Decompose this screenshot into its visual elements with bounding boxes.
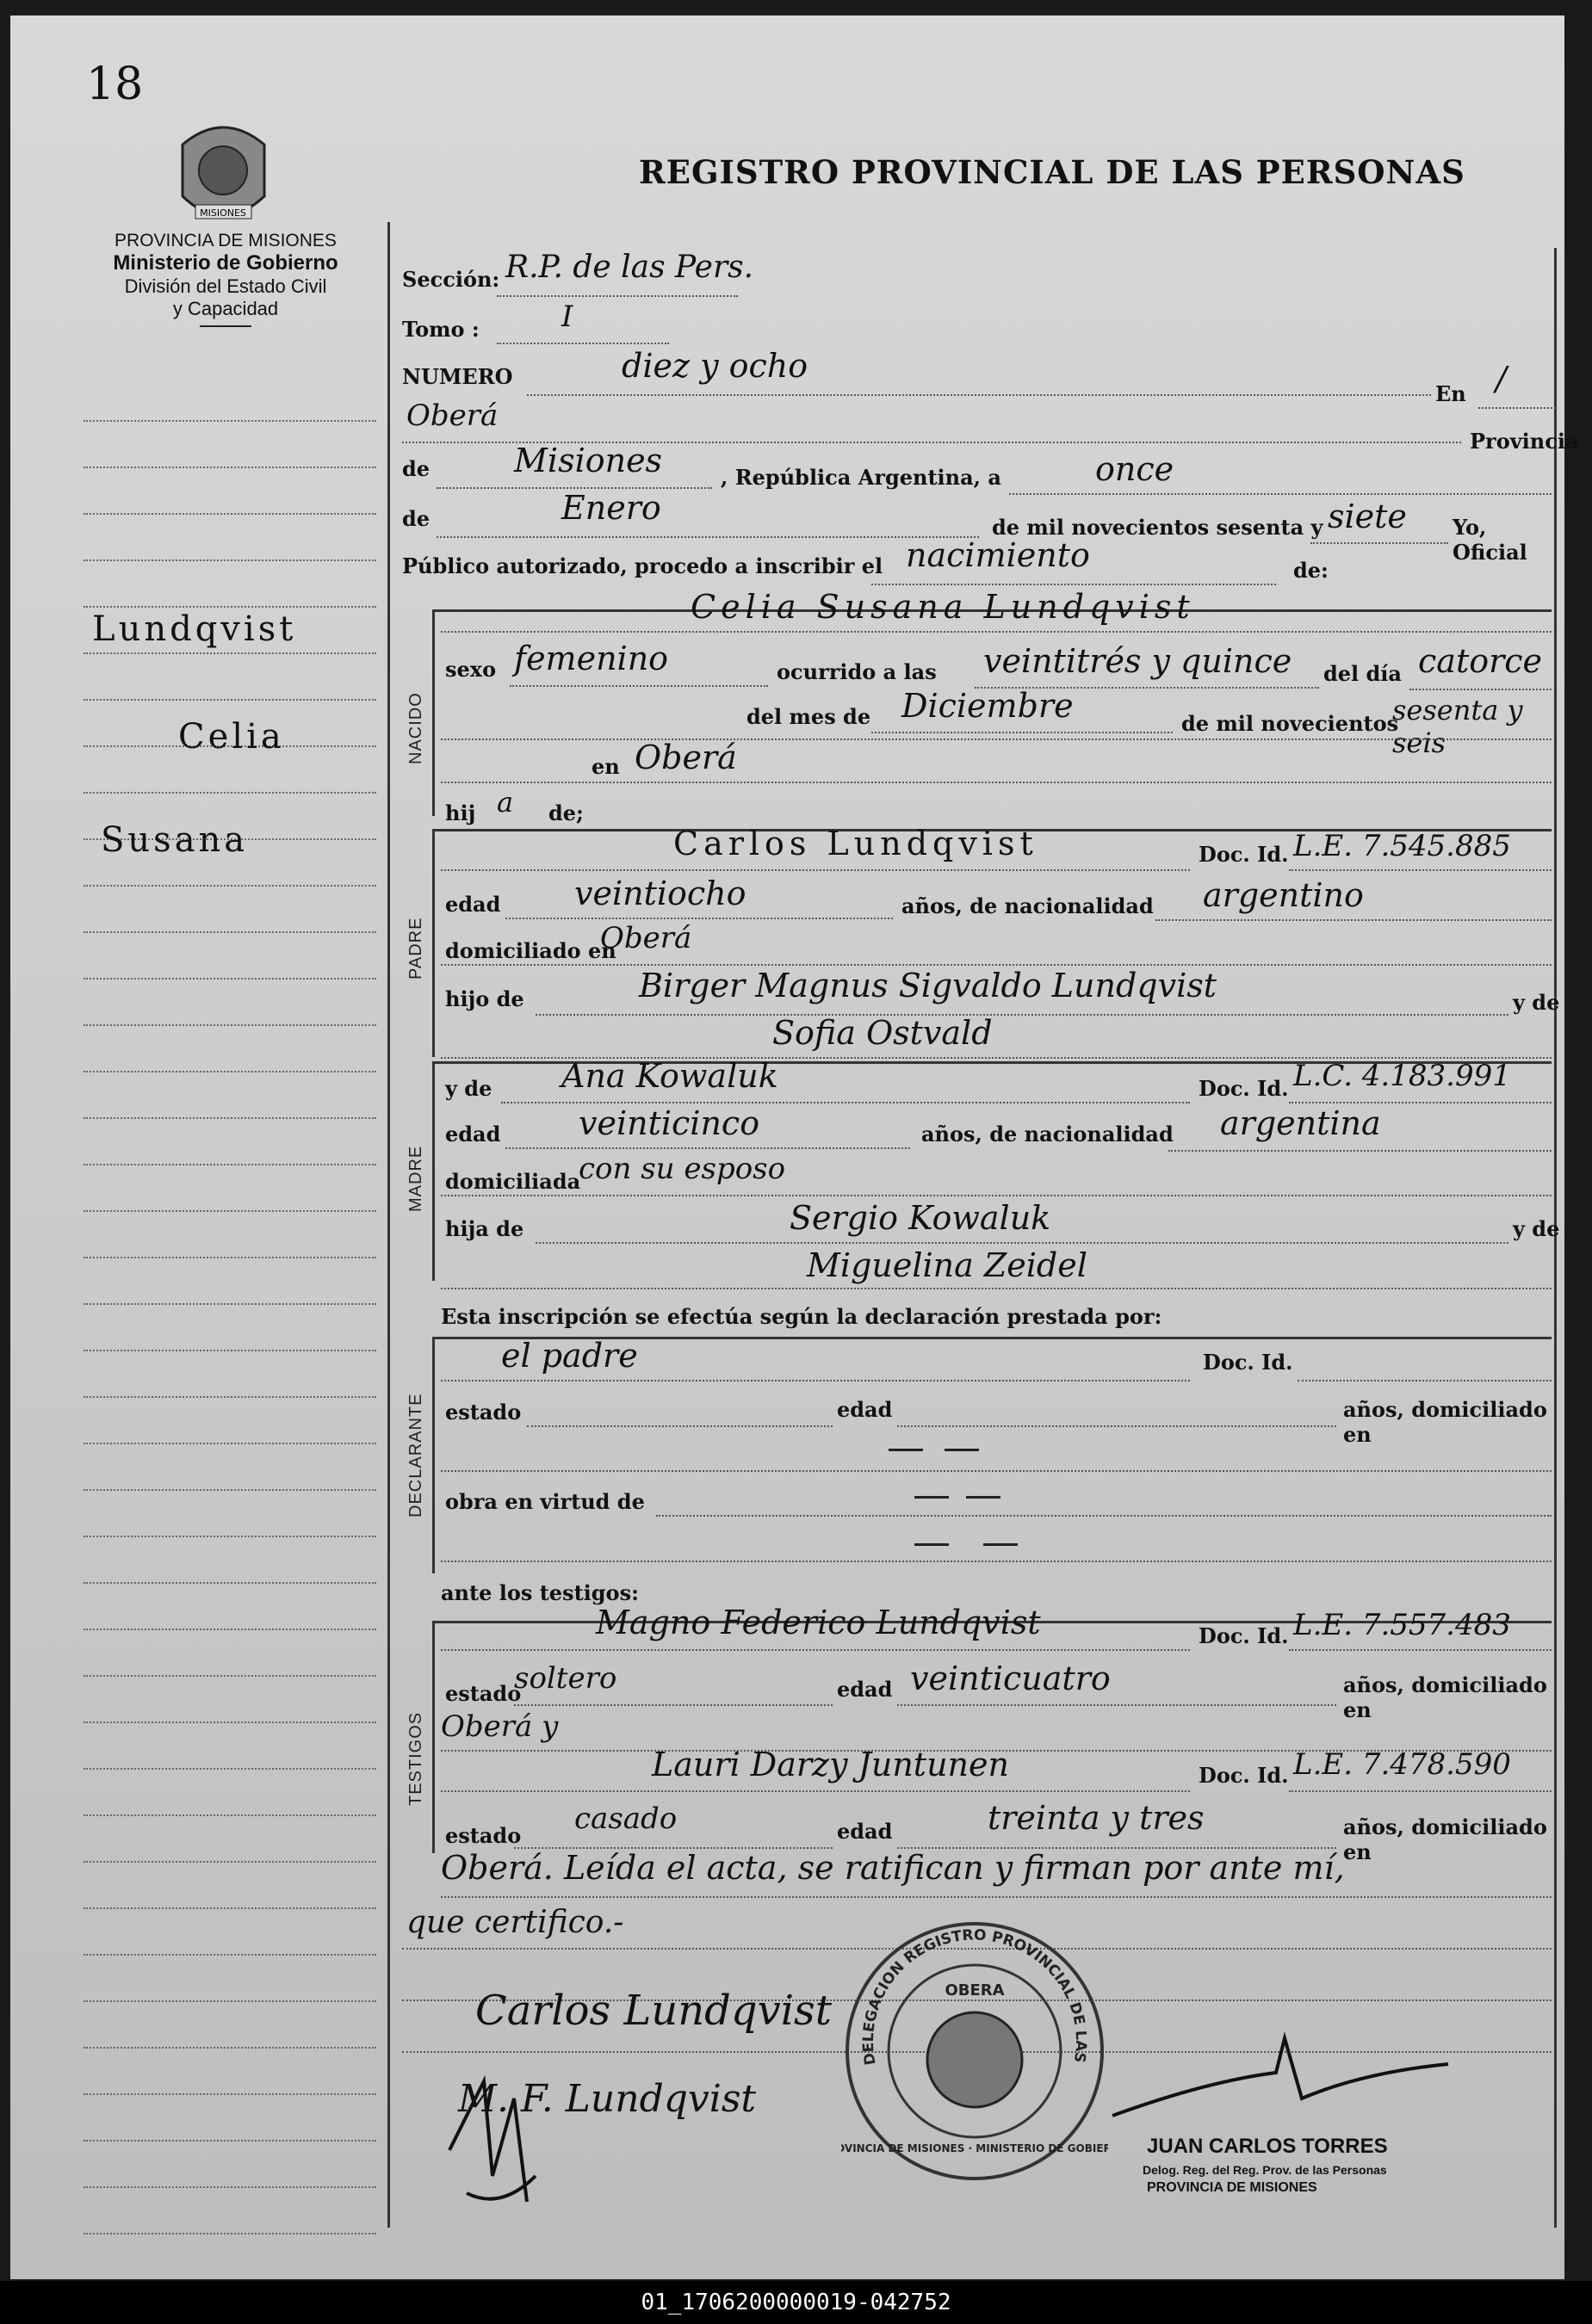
provincial-seal [174,110,273,235]
testigo1-doc: L.E. 7.557.483 [1293,1608,1511,1642]
hijo-value: a [497,786,514,819]
madre-nac: argentina [1220,1104,1381,1142]
header-line3: División del Estado Civil [124,275,327,297]
del-mes-label: del mes de [746,704,871,729]
madre-doc-label: Doc. Id. [1199,1076,1289,1101]
padre-madre: Sofia Ostvald [772,1014,993,1052]
seccion-label: Sección: [402,267,500,292]
testigo2-doc-label: Doc. Id. [1199,1763,1289,1788]
margin-rule [84,467,376,468]
de-label: de [402,456,431,481]
anio-nac-value: sesenta y seis [1392,694,1523,759]
label-testigos: TESTIGOS [406,1711,425,1806]
margin-rule [84,792,376,794]
margin-rule [84,2093,376,2095]
margin-rule [84,1210,376,1212]
margin-rule [84,606,376,608]
madre-nombre: Ana Kowaluk [561,1057,778,1095]
testigo1-estado: soltero [514,1661,617,1696]
document-page [10,15,1579,2279]
margin-rule [84,1675,376,1677]
margin-rule [84,1257,376,1258]
mes-value: Enero [561,489,661,527]
margin-rule [84,1721,376,1723]
margin-rule [84,559,376,561]
madre-nac-label: años, de nacionalidad [921,1122,1174,1147]
margin-rule [84,652,376,654]
padre-y-de-label: y de [1513,990,1560,1015]
label-declarante: DECLARANTE [406,1393,425,1517]
hora-value: veintitrés y quince [983,642,1292,680]
testigo2-edad-label: edad [837,1819,893,1844]
declarante-doc-label: Doc. Id. [1203,1350,1293,1375]
en2-label: en [592,754,620,779]
padre-nac-label: años, de nacionalidad [901,893,1154,918]
margin-rule [84,1489,376,1491]
page-number: 18 [86,59,144,110]
en-label: En [1435,381,1466,406]
testigo2-doc: L.E. 7.478.590 [1293,1747,1511,1782]
padre-doc: L.E. 7.545.885 [1293,829,1511,863]
margin-name2: Susana [101,820,249,860]
label-nacido: NACIDO [406,692,425,764]
declaracion-label: Esta inscripción se efectúa según la declaración prestada por: [441,1304,1162,1329]
seal-text: MISIONES [200,207,246,219]
madre-yde-label: y de [445,1076,492,1101]
margin-rule [84,2140,376,2142]
margin-rule [84,420,376,422]
lugar-nac-value: Oberá [635,739,737,776]
testigo1-nombre: Magno Federico Lundqvist [596,1604,1041,1641]
testigo1-edad: veinticuatro [910,1660,1111,1697]
hijo-label: hij [445,800,476,825]
margin-name1: Celia [178,717,285,757]
madre-dom-label: domiciliada [445,1169,581,1194]
stamp-outer-text: DELEGACION REGISTRO PROVINCIAL DE LAS [859,1926,1090,2067]
obra-label: obra en virtud de [445,1489,645,1514]
padre-nac: argentino [1203,876,1364,914]
padre-dom: Oberá [600,921,692,955]
padre-doc-label: Doc. Id. [1199,842,1289,867]
acto-value: nacimiento [906,536,1090,574]
padre-hijo-de-label: hijo de [445,986,524,1011]
declarante-anios-label: años, domiciliado en [1343,1397,1547,1447]
stamp-inner-text: OBERA [945,1981,1005,2000]
officer-place: PROVINCIA DE MISIONES [1147,2180,1317,2195]
testigo2-nombre: Lauri Darzy Juntunen [652,1746,1009,1783]
margin-rule [84,885,376,887]
testigo1-estado-label: estado [445,1681,522,1706]
declarante-value: el padre [501,1337,638,1375]
padre-edad-label: edad [445,892,501,917]
margin-rule [84,1164,376,1165]
madre-edad: veinticinco [579,1104,760,1142]
tomo-value: I [561,300,573,334]
testigo1-edad-label: edad [837,1677,893,1702]
de3-label: de; [548,800,584,825]
testigo2-anios-label: años, domiciliado en [1343,1814,1547,1864]
padre-nombre: Carlos Lundqvist [673,825,1038,862]
localidad-value: Oberá [406,399,499,433]
testigo2-estado-label: estado [445,1823,522,1848]
label-padre: PADRE [406,917,425,980]
tomo-label: Tomo : [402,317,480,342]
mes-nac-value: Diciembre [901,687,1074,725]
margin-rule [84,931,376,933]
margin-rule [84,1303,376,1305]
publico-label: Público autorizado, procedo a inscribir el [402,553,883,578]
official-stamp [841,1918,1108,2185]
margin-rule [84,1768,376,1770]
margin-rule [84,1861,376,1863]
margin-rule [84,2047,376,2049]
margin-rule [84,1396,376,1398]
testigo2-edad: treinta y tres [988,1799,1205,1837]
dia-nac-value: catorce [1418,642,1543,680]
firma-1: Carlos Lundqvist [475,1987,832,2035]
madre-doc: L.C. 4.183.991 [1293,1059,1511,1093]
provincia-value: Misiones [514,442,663,479]
anio-value: siete [1328,498,1407,535]
margin-rule [84,699,376,701]
madre-y-de-label: y de [1513,1216,1560,1241]
header-line2: Ministerio de Gobierno [113,251,338,275]
testigo2-estado: casado [574,1802,678,1836]
officer-name: JUAN CARLOS TORRES [1147,2135,1388,2158]
declarante-edad-label: edad [837,1397,893,1422]
margin-rule [84,1071,376,1072]
margin-rule [84,1443,376,1444]
margin-rule [84,1024,376,1026]
stamp-bottom-text: VINCIA DE MISIONES · MINISTERIO DE GOBIER [844,2142,1108,2154]
numero-value: diez y ocho [622,347,808,385]
anio-label: de mil novecientos sesenta y [992,515,1323,540]
margin-rule [84,2000,376,2002]
madre-hija-de-label: hija de [445,1216,524,1241]
margin-rule [84,978,376,980]
republica-label: , República Argentina, a [721,465,1001,490]
nombre-nacido: Celia Susana Lundqvist [691,588,1195,626]
margin-rule [84,1350,376,1351]
margin-surname: Lundqvist [92,609,297,649]
padre-dom-label: domiciliado en [445,938,616,963]
seccion-value: R.P. de las Pers. [505,250,754,285]
officer-signature [1104,2021,1465,2124]
footer-id: 01_1706200000019-042752 [0,2281,1592,2324]
testigo1-anios-label: años, domiciliado en [1343,1672,1547,1722]
testigos-label: ante los testigos: [441,1580,639,1605]
margin-rule [84,1954,376,1956]
oficial-label: Yo, Oficial [1453,515,1527,565]
padre-edad: veintiocho [574,875,746,912]
sexo-value: femenino [514,640,669,677]
margin-rule [84,1536,376,1537]
margin-rule [84,513,376,515]
margin-rule [84,1629,376,1630]
margin-rule [84,2233,376,2234]
cierre-line1: Oberá. Leída el acta, se ratifican y firman por ante mí, [441,1849,1345,1887]
madre-edad-label: edad [445,1122,501,1147]
header-line1: PROVINCIA DE MISIONES [115,231,337,250]
page-title: REGISTRO PROVINCIAL DE LAS PERSONAS [639,153,1465,191]
margin-rule [84,1907,376,1909]
label-madre: MADRE [406,1145,425,1212]
sexo-label: sexo [445,657,497,682]
de2-label: de: [1293,558,1329,583]
officer-title: Delog. Reg. del Reg. Prov. de las Personas [1143,2163,1387,2177]
margin-rule [84,1582,376,1584]
en-value: / [1496,360,1507,398]
de-label-2: de [402,506,431,531]
madre-madre: Miguelina Zeidel [807,1246,1087,1284]
madre-dom: con su esposo [579,1152,786,1186]
testigo1-doc-label: Doc. Id. [1199,1623,1289,1648]
margin-rule [84,1814,376,1816]
testigo1-dom: Oberá y [441,1709,559,1744]
madre-padre: Sergio Kowaluk [790,1199,1051,1237]
firma-2: M. F. Lundqvist [458,2077,757,2121]
del-dia-label: del día [1323,661,1402,686]
de-mil-label: de mil novecientos [1181,711,1399,736]
declarante-estado-label: estado [445,1400,522,1425]
dia-value: once [1095,450,1174,488]
signature-scribble [432,2047,570,2219]
cierre-line2: que certifico.- [406,1905,624,1940]
padre-padre: Birger Magnus Sigvaldo Lundqvist [639,967,1217,1004]
ocurrido-label: ocurrido a las [777,659,937,684]
header-line4: y Capacidad [172,298,279,319]
margin-rule [84,2186,376,2188]
margin-rule [84,1117,376,1119]
numero-label: NUMERO [402,364,513,389]
provincia-label: Provincia [1470,429,1579,454]
